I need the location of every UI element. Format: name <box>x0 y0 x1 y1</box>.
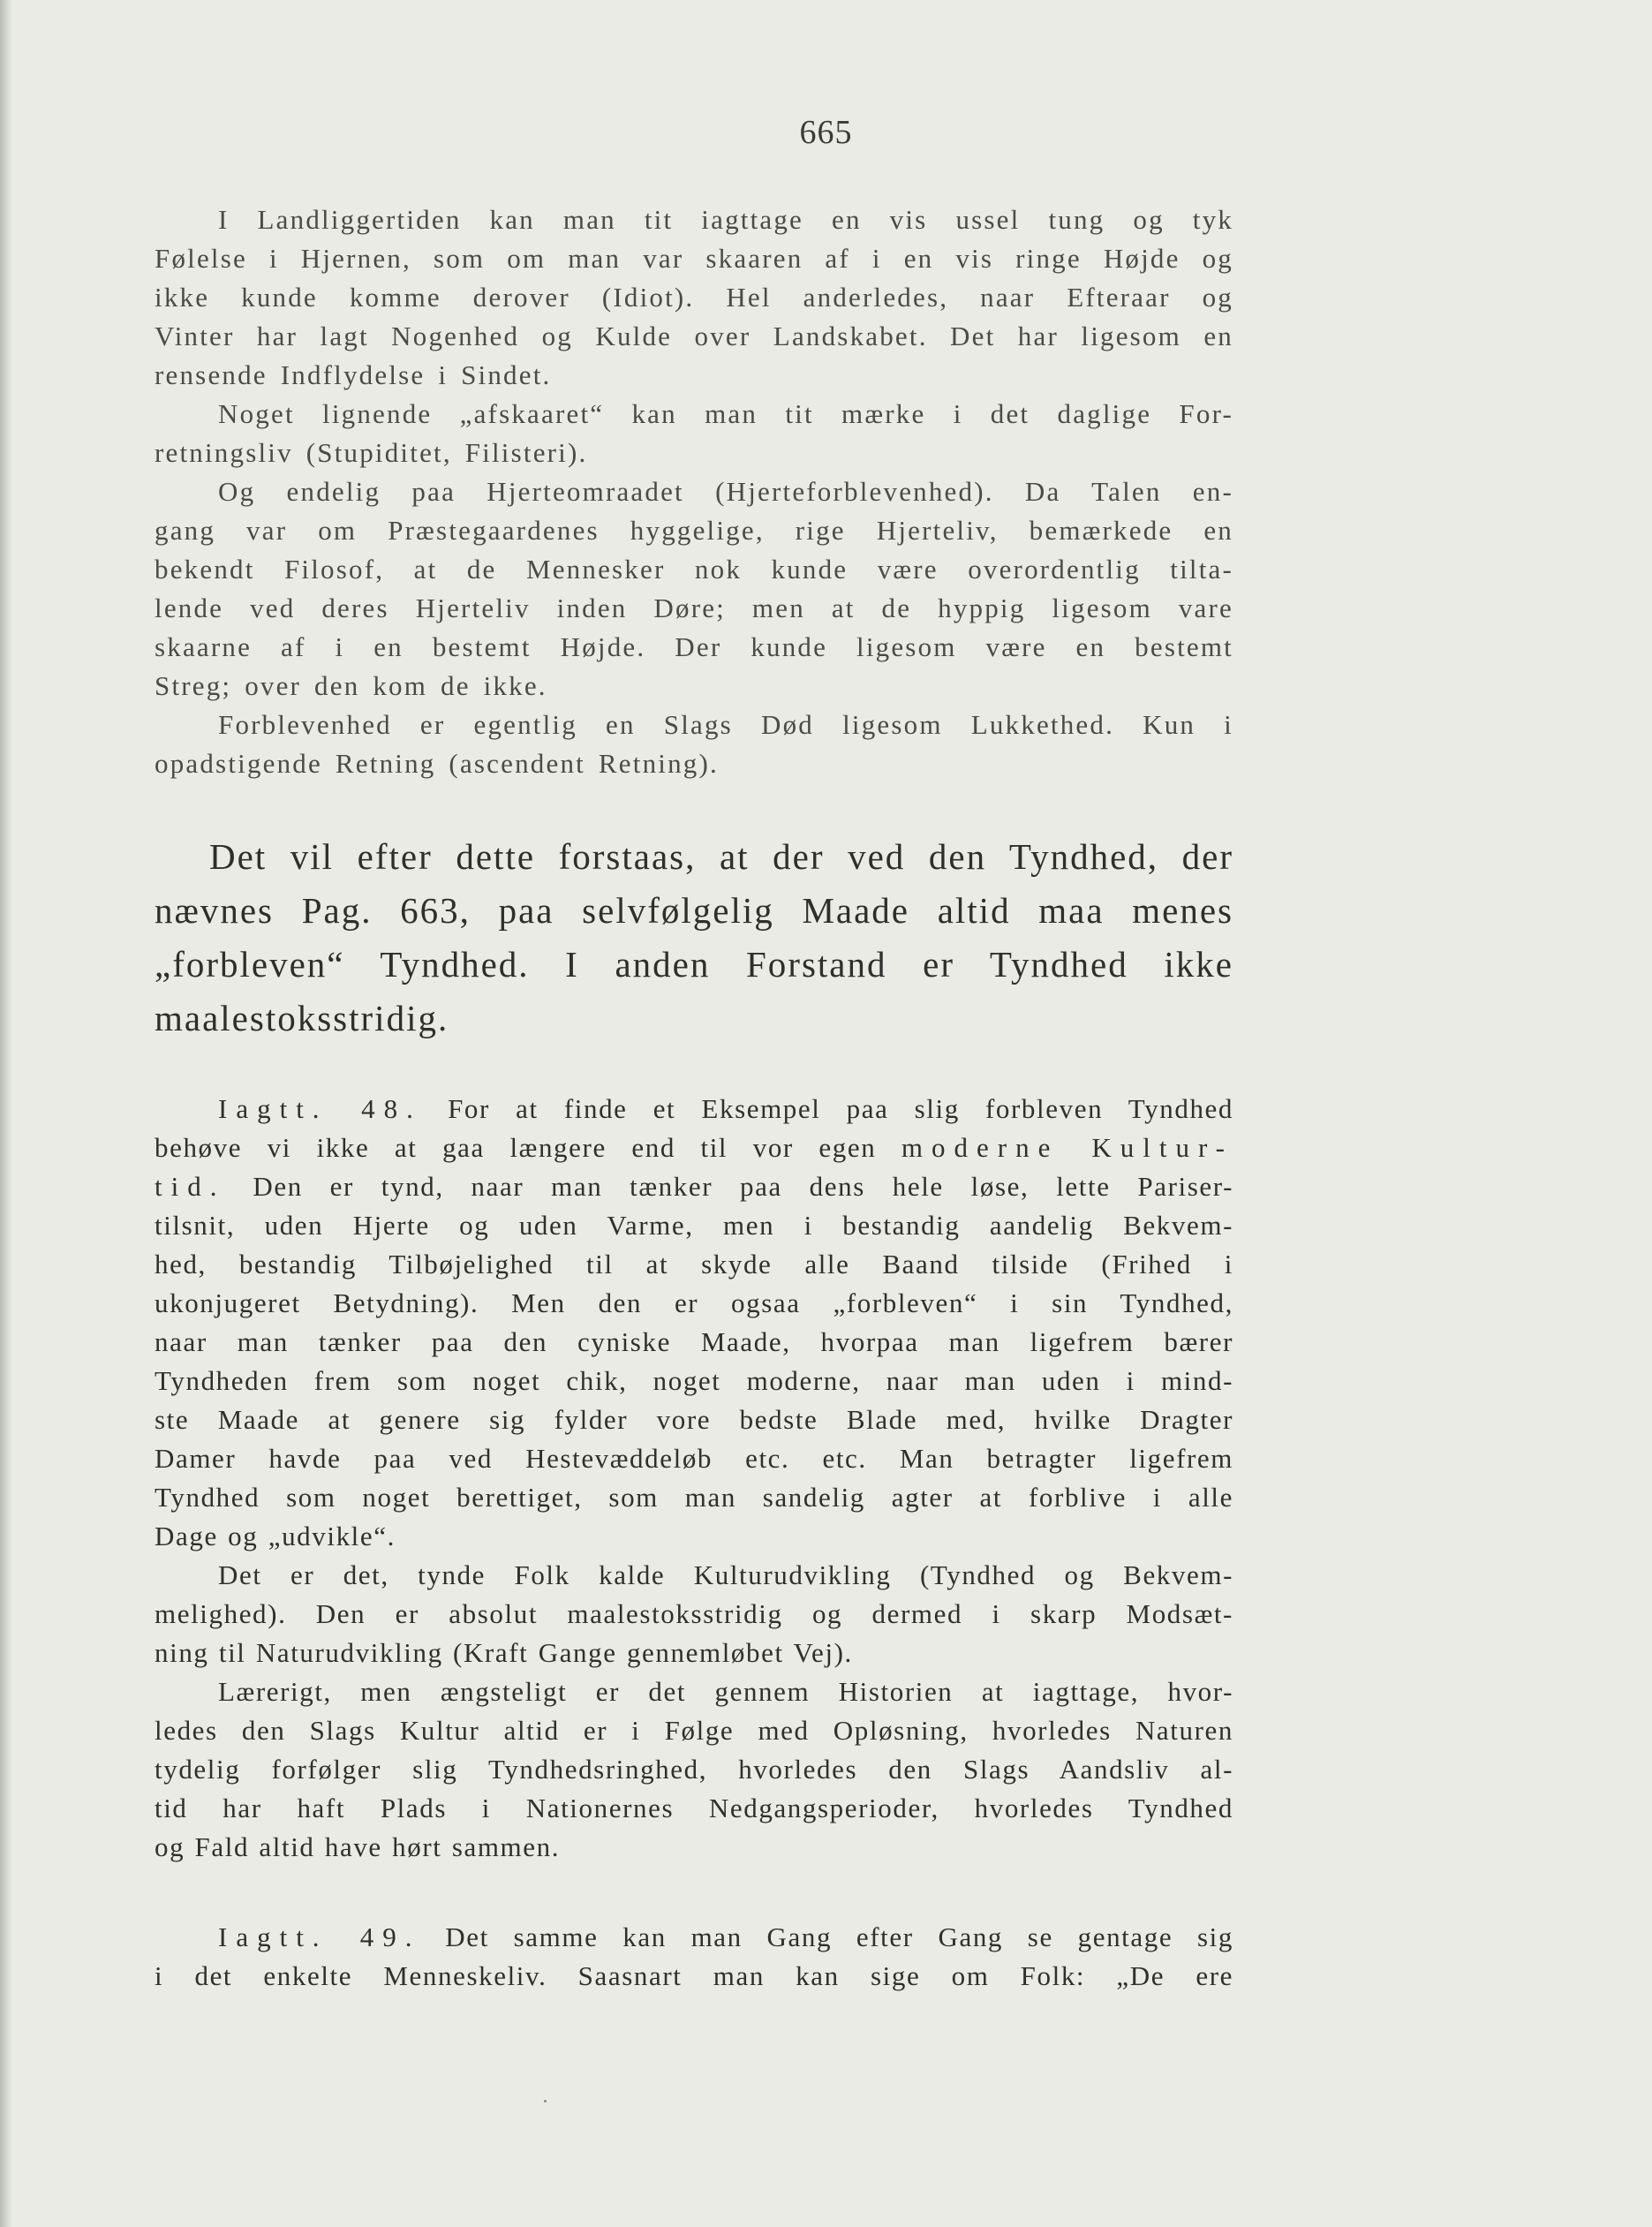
text-line: ning til Naturudvikling (Kraft Gange gennemløbet Vej). <box>155 1637 853 1668</box>
text-line: Tyndheden frem som noget chik, noget moderne, naar man uden i mind- <box>155 1365 1233 1396</box>
text-line: „forbleven“ Tyndhed. I anden Forstand er Tyndhed ikke <box>155 944 1233 985</box>
text-line: I Landliggertiden kan man tit iagttage en vis ussel tung og tyk <box>218 204 1233 235</box>
text-span: behøve vi ikke at gaa længere end til vor egen <box>155 1132 877 1163</box>
text-line: Dage og „udvikle“. <box>155 1521 396 1551</box>
text-line <box>155 1129 1233 1167</box>
text-line: tydelig forfølger slig Tyndhedsringhed, hvorledes den Slags Aandsliv al- <box>155 1754 1233 1785</box>
text-span: For at finde et Eksempel paa slig forbleven Tyndhed <box>448 1093 1234 1124</box>
text-line: Lærerigt, men ængsteligt er det gennem Historien at iagttage, hvor- <box>218 1676 1233 1707</box>
text-line: naar man tænker paa den cyniske Maade, hvorpaa man ligefrem bærer <box>155 1326 1233 1357</box>
text-line: retningsliv (Stupiditet, Filisteri). <box>155 437 588 468</box>
page-number: 665 <box>799 114 853 151</box>
text-line: Streg; over den kom de ikke. <box>155 670 547 701</box>
text-line: opadstigende Retning (ascendent Retning). <box>155 748 719 779</box>
observation-49 <box>155 1918 1233 1996</box>
text-line: ikke kunde komme derover (Idiot). Hel anderledes, naar Efteraar og <box>155 282 1233 313</box>
spaced-emphasis: moderne Kultur- <box>901 1132 1233 1163</box>
text-line: tid har haft Plads i Nationernes Nedgangsperioder, hvorledes Tyndhed <box>155 1793 1233 1823</box>
observation-label: Iagtt. 49. <box>218 1921 421 1952</box>
text-line: Damer havde paa ved Hestevæddeløb etc. etc. Man betragter ligefrem <box>155 1443 1233 1474</box>
text-span: Den er tynd, naar man tænker paa dens hele løse, lette Pariser- <box>253 1171 1234 1202</box>
text-line: maalestoksstridig. <box>155 998 449 1038</box>
text-line: Noget lignende „afskaaret“ kan man tit mærke i det daglige For- <box>218 398 1233 429</box>
text-line: gang var om Præstegaardenes hyggelige, rige Hjerteliv, bemærkede en <box>155 515 1233 546</box>
text-line: nævnes Pag. 663, paa selvfølgelig Maade altid maa menes <box>155 890 1233 931</box>
upper-section <box>155 200 1233 783</box>
text-line: lende ved deres Hjerteliv inden Døre; men at de hyppig ligesom vare <box>155 593 1233 623</box>
text-line: og Fald altid have hørt sammen. <box>155 1831 561 1862</box>
text-line: ste Maade at genere sig fylder vore bedste Blade med, hvilke Dragter <box>155 1404 1233 1435</box>
text-line: rensende Indflydelse i Sindet. <box>155 359 552 390</box>
observation-48 <box>155 1090 1233 1867</box>
text-line <box>155 1090 1233 1129</box>
spaced-emphasis: tid. <box>155 1171 226 1202</box>
text-line: bekendt Filosof, at de Mennesker nok kunde være overordentlig tilta- <box>155 554 1233 585</box>
text-line: Forblevenhed er egentlig en Slags Død ligesom Lukkethed. Kun i <box>218 709 1233 740</box>
text-line: skaarne af i en bestemt Højde. Der kunde ligesom være en bestemt <box>155 631 1233 662</box>
conclusion-section <box>155 830 1233 1046</box>
text-line: Vinter har lagt Nogenhed og Kulde over Landskabet. Det har ligesom en <box>155 321 1233 351</box>
text-line: hed, bestandig Tilbøjelighed til at skyde alle Baand tilside (Frihed i <box>155 1249 1233 1280</box>
text-line: tilsnit, uden Hjerte og uden Varme, men i bestandig aandelig Bekvem- <box>155 1210 1233 1241</box>
text-line: melighed). Den er absolut maalestoksstridig og dermed i skarp Modsæt- <box>155 1598 1233 1629</box>
text-line: Og endelig paa Hjerteomraadet (Hjerteforblevenhed). Da Talen en- <box>218 476 1233 507</box>
text-line: ukonjugeret Betydning). Men den er ogsaa „forbleven“ i sin Tyndhed, <box>155 1287 1233 1318</box>
text-line: Tyndhed som noget berettiget, som man sandelig agter at forblive i alle <box>155 1482 1233 1513</box>
paper-speck <box>544 2100 547 2102</box>
observation-label: Iagtt. 48. <box>218 1093 422 1124</box>
text-line: Det er det, tynde Folk kalde Kulturudvikling (Tyndhed og Bekvem- <box>218 1559 1233 1590</box>
text-line: ledes den Slags Kultur altid er i Følge med Opløsning, hvorledes Naturen <box>155 1715 1233 1746</box>
text-line <box>155 1918 1233 1957</box>
text-line: Det vil efter dette forstaas, at der ved den Tyndhed, der <box>209 836 1233 877</box>
text-span: Det samme kan man Gang efter Gang se gentage sig <box>445 1921 1233 1952</box>
text-line <box>155 1167 1233 1206</box>
text-line: Følelse i Hjernen, som om man var skaaren af i en vis ringe Højde og <box>155 243 1233 274</box>
page-edge-shadow <box>0 0 12 2227</box>
text-line: i det enkelte Menneskeliv. Saasnart man kan sige om Folk: „De ere <box>155 1960 1233 1991</box>
